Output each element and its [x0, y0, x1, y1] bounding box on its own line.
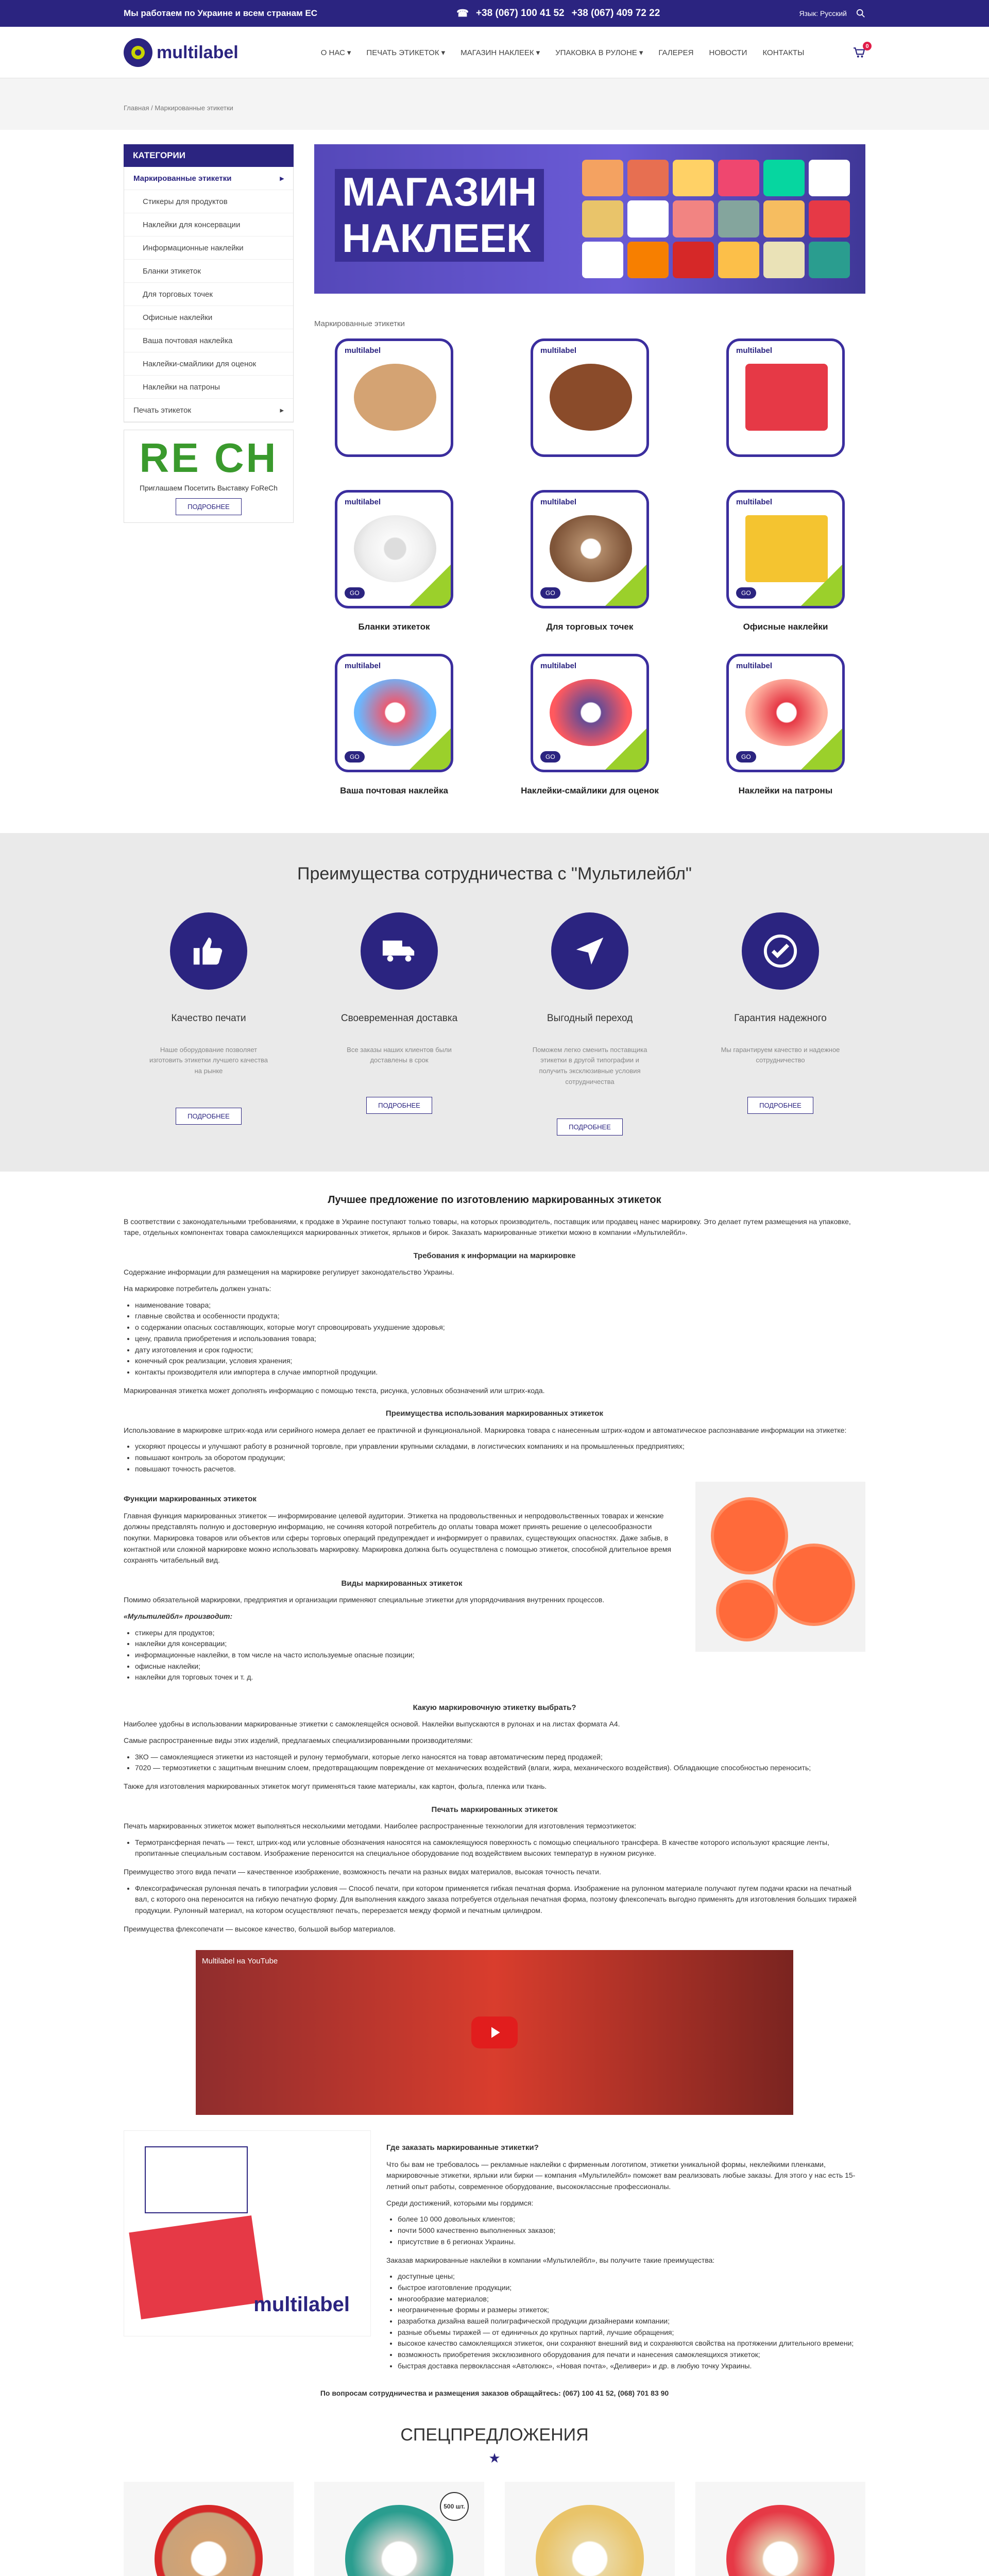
article-subheading: Какую маркировочную этикетку выбрать? [413, 1703, 576, 1713]
star-icon: ★ [488, 2450, 501, 2466]
list-item: • стикеры для продуктов; [135, 1628, 680, 1639]
sidebar-item-office[interactable]: Офисные наклейки [124, 306, 293, 329]
advantage-item [505, 912, 675, 1136]
specials-section [124, 2425, 865, 2576]
card-title: Ваша почтовая наклейка [340, 785, 448, 795]
category-card[interactable] [510, 338, 670, 469]
list-item: • Термотрансферная печать — текст, штрих-код или условные обозначения наносятся на самоклеящуюся поверхность с помощью специального трансфера. В качестве которого используют красящие ленты, пропитанные специальным составом. Изображение переносится на специальное оборудование под воздействием высоких температур в нужном рисунке. [135, 1837, 865, 1859]
product-image [345, 2505, 453, 2576]
category-card[interactable] [314, 338, 474, 469]
list-item: • офисные наклейки; [135, 1661, 680, 1672]
sidebar-item-food-stickers[interactable]: Стикеры для продуктов [124, 190, 293, 213]
advantage-more-button[interactable]: ПОДРОБНЕЕ [747, 1097, 813, 1114]
list-item: • наименование товара; [135, 1300, 865, 1311]
play-icon[interactable] [471, 2016, 518, 2048]
promo-text: Приглашаем Посетить Выставку FoReCh [140, 484, 278, 492]
category-cards [314, 338, 865, 797]
list-item: • разработка дизайна вашей полиграфической продукции дизайнерами компании; [398, 2316, 865, 2327]
logo[interactable] [124, 38, 238, 67]
card-brand: multilabel [540, 498, 577, 506]
sidebar-item-postal[interactable]: Ваша почтовая наклейка [124, 329, 293, 352]
truck-icon [361, 912, 438, 990]
list-item: • быстрое изготовление продукции; [398, 2282, 865, 2294]
list-item: • присутствие в 6 регионах Украины. [398, 2236, 865, 2248]
list-item: • возможность приобретения эксклюзивного оборудования для печати и нанесения самоклеящихся этикеток; [398, 2349, 865, 2361]
phone-link-1[interactable]: +38 (067) 100 41 52 [475, 8, 565, 19]
card-corner [605, 728, 646, 770]
logo-text: multilabel [157, 42, 238, 62]
contact-line: По вопросам сотрудничества и размещения заказов обращайтесь: (067) 100 41 52, (068) 701 83 90 [320, 2389, 669, 2398]
article-list [135, 1752, 865, 1774]
main-nav [321, 48, 805, 57]
article-paragraph: Среди достижений, которыми мы гордимся: [386, 2198, 534, 2207]
card-corner [605, 565, 646, 606]
card-brand: multilabel [345, 498, 381, 506]
category-card-postal[interactable] [314, 654, 474, 797]
card-brand: multilabel [736, 346, 773, 355]
article-paragraph: Заказав маркированные наклейки в компании «Мультилейбл», вы получите такие преимущества: [386, 2256, 715, 2264]
category-card[interactable] [706, 338, 865, 469]
article-paragraph: Наиболее удобны в использовании маркированные этикетки с самоклеящейся основой. Наклейки выпускаются в рулонах и на листах формата А4. [124, 1720, 620, 1728]
card-brand: multilabel [540, 346, 577, 355]
nav-sticker-shop[interactable]: МАГАЗИН НАКЛЕЕК ▾ [461, 48, 540, 57]
special-product-card[interactable] [505, 2482, 675, 2576]
go-button[interactable]: GO [540, 587, 560, 599]
list-item: • цену, правила приобретения и использования товара; [135, 1333, 865, 1345]
card-image [354, 364, 436, 431]
advantage-text: Мы гарантируем качество и надежное сотрудничество [721, 1045, 840, 1064]
chevron-down-icon: ▾ [441, 48, 446, 57]
sidebar-title: КАТЕГОРИИ [124, 144, 294, 167]
article-list [398, 2214, 865, 2247]
order-sample-image [124, 2130, 371, 2336]
card-corner [410, 728, 451, 770]
list-item: • быстрая доставка первоклассная «Автолюкс», «Новая почта», «Деливери» и др. в любую точку Украины. [398, 2361, 865, 2372]
advantage-title: Выгодный переход [547, 1012, 633, 1024]
phone-icon: ☎ [456, 8, 469, 19]
category-card-blank-labels[interactable] [314, 490, 474, 633]
nav-contacts[interactable]: КОНТАКТЫ [762, 48, 805, 57]
special-product-card[interactable] [124, 2482, 294, 2576]
shop-banner[interactable] [314, 144, 865, 294]
chevron-down-icon: ▾ [536, 48, 540, 57]
chevron-right-icon: ▸ [280, 406, 284, 415]
article-paragraph: Самые распространенные виды этих изделий, предлагаемых специализированными производителями: [124, 1736, 473, 1744]
list-item: • конечный срок реализации, условия хранения; [135, 1355, 865, 1367]
card-title: Бланки этикеток [358, 622, 430, 632]
article-list [135, 1837, 865, 1859]
advantage-item [314, 912, 484, 1136]
banner-line-1: МАГАЗИН [335, 169, 544, 215]
special-product-card[interactable] [314, 2482, 484, 2576]
thumbs-up-icon [170, 912, 247, 990]
product-image [155, 2505, 263, 2576]
go-button[interactable]: GO [345, 587, 365, 599]
article-list [398, 2271, 865, 2371]
header [0, 27, 989, 78]
list-item: • контакты производителя или импортера в случае импортной продукции. [135, 1367, 865, 1378]
article-paragraph: Что бы вам не требовалось — рекламные наклейки с фирменным логотипом, этикетки уникальной формы, неклейкими пленками, маркировочные этикетки, ярлыки или бирки — компания «Мультилейбл» поможет вам реализовать любые заказы. Для этого у нас есть 15-летний опыт работы, современное оборудование, высококлассные профессионалы. [386, 2160, 856, 2191]
order-image-logo: multilabel [253, 2293, 350, 2316]
chevron-down-icon: ▾ [347, 48, 351, 57]
chevron-down-icon: ▾ [639, 48, 643, 57]
list-item: • почти 5000 качественно выполненных заказов; [398, 2225, 865, 2236]
nav-about[interactable]: О НАС ▾ [320, 48, 351, 57]
category-card-retail[interactable] [510, 490, 670, 633]
list-item: • многообразие материалов; [398, 2294, 865, 2305]
category-card-cartridge[interactable] [706, 654, 865, 797]
slogan: Мы работаем по Украине и всем странам ЕС [124, 8, 318, 18]
sidebar-item-canning[interactable]: Наклейки для консервации [124, 213, 293, 236]
advantage-more-button[interactable]: ПОДРОБНЕЕ [557, 1118, 623, 1136]
nav-roll-packaging[interactable]: УПАКОВКА В РУЛОНЕ ▾ [555, 48, 643, 57]
advantage-text: Все заказы наших клиентов были доставлены в срок [347, 1045, 452, 1064]
go-button[interactable]: GO [540, 751, 560, 762]
language-select[interactable]: Язык: Русский [799, 9, 847, 18]
card-brand: multilabel [736, 661, 773, 670]
sidebar-item-label-printing[interactable]: Печать этикеток ▸ [124, 399, 293, 422]
advantage-title: Качество печати [171, 1012, 246, 1024]
article-paragraph: Преимущества флексопечати — высокое качество, большой выбор материалов. [124, 1924, 396, 1933]
card-corner [801, 565, 842, 606]
article-paragraph: Также для изготовления маркированных этикеток могут применяться такие материалы, как картон, фольга, пленка или ткань. [124, 1782, 547, 1791]
advantage-item [695, 912, 865, 1136]
promo-block [124, 430, 294, 523]
advantage-title: Своевременная доставка [340, 1012, 458, 1024]
youtube-video[interactable] [196, 1950, 793, 2115]
article-subheading: Виды маркированных этикеток [341, 1579, 463, 1588]
video-title: Multilabel на YouTube [202, 1957, 278, 1966]
article-heading: Лучшее предложение по изготовлению маркированных этикеток [328, 1194, 661, 1206]
article-paragraph: Главная функция маркированных этикеток — информирование целевой аудитории. Этикетка на продовольственных и непродовольственных товарах и женские должны представлять полную и достоверную информацию, не сочиняя которой потребитель до оплаты товара может принять решение о целесообразности покупки. Маркировка товаров или объектов или сферы торговых операций предупреждает и информирует о правилах, существующих опасностях. Даже забыв, в контактной или сложной маркировке можно использовать маркировку. Маркировка должна быть осуществлена с помощью этикеток, способной длительное время сохранять читабельный вид. [124, 1511, 671, 1565]
list-item: • ускоряют процессы и улучшают работу в розничной торговле, при управлении крупными складами, в логистических компаниях и на промышленных предприятиях; [135, 1441, 865, 1452]
cart-count: 0 [863, 42, 872, 50]
article-paragraph: Использование в маркировке штрих-кода или серийного номера делает ее практичной и функциональной. Маркировка товара с нанесенным штрих-кодом и автоматическое распознавание информации на этикетке: [124, 1426, 847, 1434]
card-corner [801, 728, 842, 770]
sidebar-item-cartridge[interactable]: Наклейки на патроны [124, 376, 293, 399]
article-paragraph: В соответствии с законодательными требованиями, к продаже в Украине поступают только товары, на которых производитель, поставщик или продавец нанес маркировку. Это делает путем размещения на упаковке, таре, отдельных компонентах товара самоклеящихся маркированных этикеток, ярлыков и бирок. Заказать маркированные этикетки можно в компании «Мультилейбл». [124, 1217, 851, 1237]
advantages-section [0, 833, 989, 1172]
list-item: • повышают точность расчетов. [135, 1464, 865, 1475]
list-item: • главные свойства и особенности продукта; [135, 1311, 865, 1322]
nav-gallery[interactable]: ГАЛЕРЕЯ [658, 48, 694, 57]
promo-button[interactable]: ПОДРОБНЕЕ [176, 498, 242, 515]
category-card-smiley[interactable] [510, 654, 670, 797]
article-subheading: Преимущества использования маркированных этикеток [385, 1409, 604, 1418]
card-brand: multilabel [345, 661, 381, 670]
list-item: • информационные наклейки, в том числе на часто используемые опасные позиции; [135, 1650, 680, 1661]
list-item: • высокое качество самоклеящихся этикеток, они сохраняют внешний вид и сохраняются свойства на протяжении длительного времени; [398, 2338, 865, 2349]
promo-title: RE CH [139, 435, 278, 481]
sidebar-item-info-stickers[interactable]: Информационные наклейки [124, 236, 293, 260]
list-item: • более 10 000 довольных клиентов; [398, 2214, 865, 2225]
banner-products-image [582, 160, 850, 278]
article-list [135, 1883, 865, 1917]
card-brand: multilabel [736, 498, 773, 506]
sidebar-item-blank-labels[interactable]: Бланки этикеток [124, 260, 293, 283]
breadcrumb[interactable]: Главная / Маркированные этикетки [124, 104, 233, 112]
article-paragraph: «Мультилейбл» производит: [124, 1612, 233, 1620]
go-button[interactable]: GO [736, 587, 756, 599]
chevron-right-icon: ▸ [280, 174, 284, 183]
specials-title: СПЕЦПРЕДЛОЖЕНИЯ [400, 2425, 589, 2445]
labels-photo [695, 1482, 865, 1652]
article-list [135, 1300, 865, 1378]
top-bar [0, 0, 989, 27]
article-paragraph: Содержание информации для размещения на маркировке регулирует законодательство Украины. [124, 1268, 454, 1277]
seo-article [124, 1192, 865, 2399]
article-subheading: Где заказать маркированные этикетки? [386, 2143, 539, 2153]
navigation-icon [551, 912, 628, 990]
list-item: • наклейки для торговых точек и т. д. [135, 1672, 680, 1683]
sidebar-item-smiley[interactable]: Наклейки-смайлики для оценок [124, 352, 293, 376]
card-brand: multilabel [345, 346, 381, 355]
card-corner [410, 565, 451, 606]
list-item: • 3КО — самоклеящиеся этикетки из настоящей и рулону термобумаги, которые легко наносятся на товар автоматическим перед продажей; [135, 1752, 865, 1763]
list-item: • разные объемы тиражей — от единичных до крупных партий, лучшие обращения; [398, 2327, 865, 2338]
cart-button[interactable] [853, 43, 869, 58]
sidebar-item-retail[interactable]: Для торговых точек [124, 283, 293, 306]
card-title: Офисные наклейки [743, 622, 828, 632]
special-product-card[interactable] [695, 2482, 865, 2576]
go-button[interactable]: GO [345, 751, 365, 762]
card-title: Наклейки на патроны [738, 785, 833, 795]
go-button[interactable]: GO [736, 751, 756, 762]
advantage-text: Поможем легко сменить поставщика этикетки в другой типографии и получить эксклюзивные условия сотрудничества [532, 1045, 647, 1086]
list-item: • неограниченные формы и размеры этикеток; [398, 2304, 865, 2316]
article-subheading: Требования к информации на маркировке [413, 1251, 576, 1261]
sidebar [124, 144, 294, 797]
category-card-office[interactable] [706, 490, 865, 633]
advantage-more-button[interactable]: ПОДРОБНЕЕ [176, 1108, 242, 1125]
sidebar-item-marked-labels[interactable]: Маркированные этикетки ▸ [124, 167, 293, 190]
advantages-title: Преимущества сотрудничества с "Мультилейбл" [297, 863, 692, 884]
article-list [135, 1441, 865, 1475]
search-icon[interactable] [856, 9, 865, 18]
product-image [726, 2505, 834, 2576]
phone-link-2[interactable]: +38 (067) 409 72 22 [571, 8, 660, 19]
card-image [745, 364, 828, 431]
article-subheading: Печать маркированных этикеток [431, 1805, 558, 1814]
article-paragraph: Печать маркированных этикеток может выполняться несколькими методами. Наиболее распространенные технологии для изготовления термоэтикеток: [124, 1821, 637, 1830]
list-item: • Флексографическая рулонная печать в типографии условия — Способ печати, при котором применяется гибкая печатная форма. Изображение на рулонном материале получают путем подачи краски на печатный вал, с которого она переносится на гибкую печатную форму. Для выполнения каждого заказа потребуется отдельная печатная форма, поэтому флексопечать выгодно применять для изготовления больших тиражей продукции. Рулонный материал, на котором осуществляют печать, перерезается между формой и печатным цилиндром. [135, 1883, 865, 1917]
article-paragraph: Помимо обязательной маркировки, предприятия и организации применяют специальные этикетки для упорядочивания внутренних процессов. [124, 1596, 605, 1604]
list-item: • о содержании опасных составляющих, которые могут спровоцировать ухудшение здоровья; [135, 1322, 865, 1333]
quantity-badge: 500 шт. [440, 2492, 469, 2521]
breadcrumb-bar [0, 78, 989, 130]
card-title: Наклейки-смайлики для оценок [521, 785, 659, 795]
advantage-title: Гарантия надежного [734, 1012, 827, 1024]
list-item: • доступные цены; [398, 2271, 865, 2282]
nav-news[interactable]: НОВОСТИ [709, 48, 747, 57]
check-circle-icon [742, 912, 819, 990]
advantage-text: Наше оборудование позволяет изготовить этикетки лучшего качества на рынке [149, 1045, 268, 1075]
article-subheading: Функции маркированных этикеток [124, 1495, 257, 1504]
card-brand: multilabel [540, 661, 577, 670]
nav-label-printing[interactable]: ПЕЧАТЬ ЭТИКЕТОК ▾ [366, 48, 446, 57]
list-item: • наклейки для консервации; [135, 1638, 680, 1650]
content [314, 144, 865, 797]
list-item: • повышают контроль за оборотом продукции; [135, 1452, 865, 1464]
advantage-more-button[interactable]: ПОДРОБНЕЕ [366, 1097, 432, 1114]
product-image [536, 2505, 644, 2576]
list-item: • 7020 — термоэтикетки с защитным внешним слоем, предотвращающим повреждение от механических воздействий (влаги, жира, механического воздействия). Обладающие способностью переносить; [135, 1762, 865, 1774]
advantage-item [124, 912, 294, 1136]
article-list [135, 1628, 680, 1683]
card-image [550, 364, 632, 431]
list-item: • дату изготовления и срок годности; [135, 1345, 865, 1356]
article-paragraph: На маркировке потребитель должен узнать: [124, 1284, 271, 1293]
card-title: Для торговых точек [546, 622, 634, 632]
article-paragraph: Преимущество этого вида печати — качественное изображение, возможность печати на разных видах материалов, высокая точность печати. [124, 1868, 601, 1876]
section-label: Маркированные этикетки [314, 319, 405, 328]
logo-icon [124, 38, 152, 67]
banner-line-2: НАКЛЕЕК [335, 215, 544, 262]
article-paragraph: Маркированная этикетка может дополнять информацию с помощью текста, рисунка, условных обозначений или штрих-кода. [124, 1386, 545, 1395]
